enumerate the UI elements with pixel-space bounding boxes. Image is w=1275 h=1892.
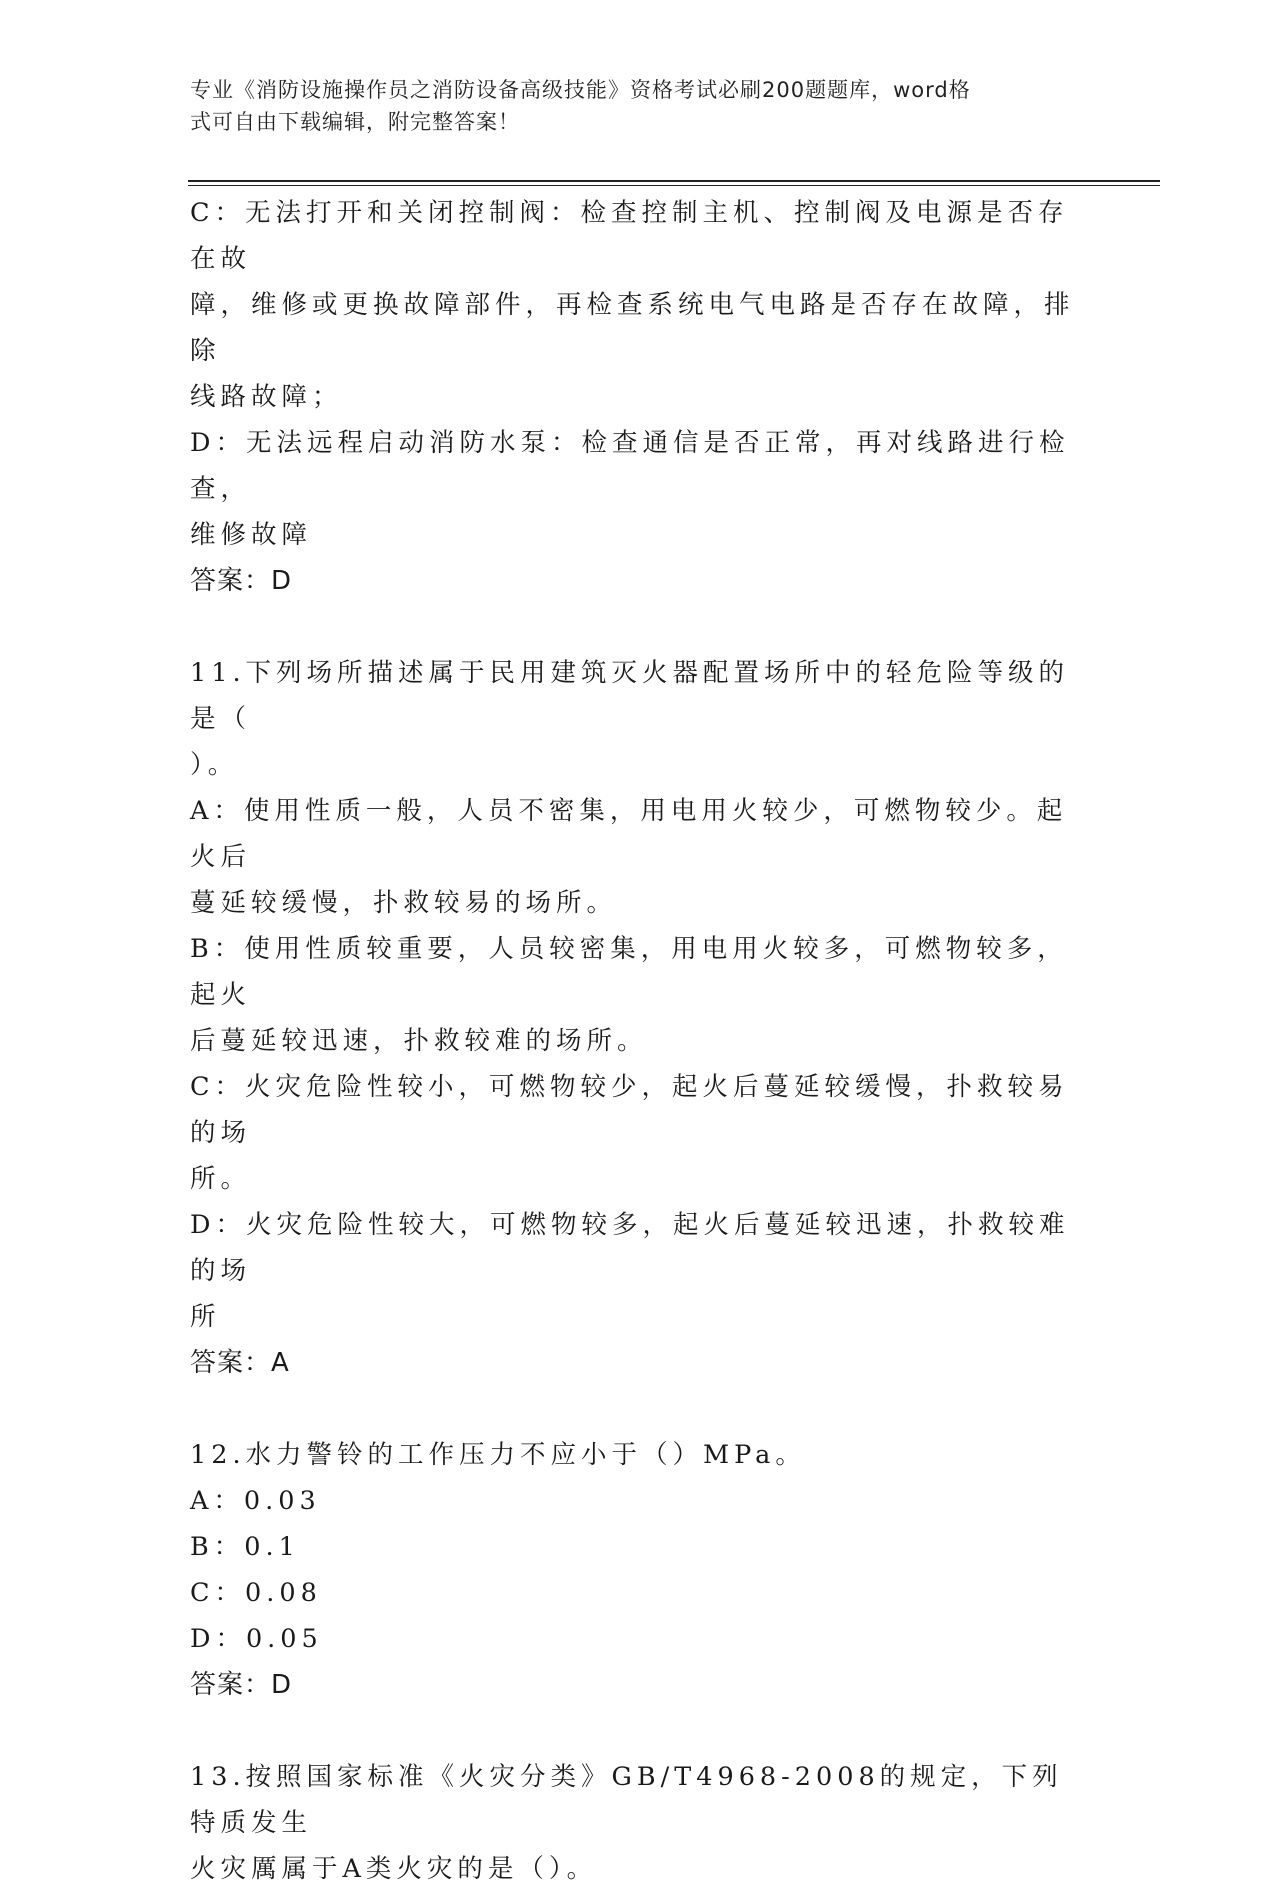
option-c-line-1: C：无法打开和关闭控制阀：检查控制主机、控制阀及电源是否存在故 bbox=[190, 198, 1069, 274]
option-d-line-2: 所 bbox=[190, 1302, 221, 1332]
question-stem-line-1: 13.按照国家标准《火灾分类》GB/T4968-2008的规定，下列特质发生 bbox=[190, 1762, 1063, 1838]
option-c-line-1: C：火灾危险性较小，可燃物较少，起火后蔓延较缓慢，扑救较易的场 bbox=[190, 1072, 1069, 1148]
answer-label: 答案：A bbox=[190, 1348, 290, 1378]
option-b-line-1: B：使用性质较重要，人员较密集，用电用火较多，可燃物较多，起火 bbox=[190, 934, 1068, 1010]
question-list bbox=[190, 190, 1080, 1892]
question-stem: 12.水力警铃的工作压力不应小于（）MPa。 bbox=[190, 1440, 806, 1470]
option-d-line-1: D：火灾危险性较大，可燃物较多，起火后蔓延较迅速，扑救较难的场 bbox=[190, 1210, 1070, 1286]
question-stem-line-2: ）。 bbox=[190, 750, 239, 780]
answer-label: 答案：D bbox=[190, 566, 293, 596]
question-13 bbox=[190, 1754, 1080, 1892]
question-12 bbox=[190, 1432, 1080, 1708]
option-a: A：0.03 bbox=[190, 1486, 321, 1516]
document-header bbox=[190, 74, 1070, 138]
option-d-line-2: 维修故障 bbox=[190, 520, 313, 550]
spacer bbox=[190, 604, 1080, 650]
option-b-line-2: 后蔓延较迅速，扑救较难的场所。 bbox=[190, 1026, 648, 1056]
option-d: D：0.05 bbox=[190, 1624, 323, 1654]
question-stem-line-2: 火灾厲属于A类火灾的是（）。 bbox=[190, 1854, 598, 1884]
spacer bbox=[190, 1708, 1080, 1754]
question-stem-line-1: 11.下列场所描述属于民用建筑灭火器配置场所中的轻危险等级的是（ bbox=[190, 658, 1070, 734]
option-a-line-1: A：使用性质一般，人员不密集，用电用火较少，可燃物较少。起火后 bbox=[190, 796, 1068, 872]
option-d-line-1: D：无法远程启动消防水泵：检查通信是否正常，再对线路进行检查， bbox=[190, 428, 1070, 504]
header-line-2: 式可自由下载编辑，附完整答案！ bbox=[190, 110, 520, 134]
option-a-line-2: 蔓延较缓慢，扑救较易的场所。 bbox=[190, 888, 618, 918]
header-line-1: 专业《消防设施操作员之消防设备高级技能》资格考试必刷200题题库，word格 bbox=[190, 78, 971, 102]
option-c: C：0.08 bbox=[190, 1578, 322, 1608]
answer-label: 答案：D bbox=[190, 1670, 293, 1700]
option-c-line-3: 线路故障； bbox=[190, 382, 343, 412]
question-11 bbox=[190, 650, 1080, 1386]
question-10-tail bbox=[190, 190, 1080, 604]
option-b: B：0.1 bbox=[190, 1532, 300, 1562]
spacer bbox=[190, 1386, 1080, 1432]
header-divider-thin bbox=[188, 185, 1160, 186]
option-c-line-2: 障，维修或更换故障部件，再检查系统电气电路是否存在故障，排除 bbox=[190, 290, 1075, 366]
option-c-line-2: 所。 bbox=[190, 1164, 252, 1194]
header-divider-thick bbox=[188, 180, 1160, 182]
